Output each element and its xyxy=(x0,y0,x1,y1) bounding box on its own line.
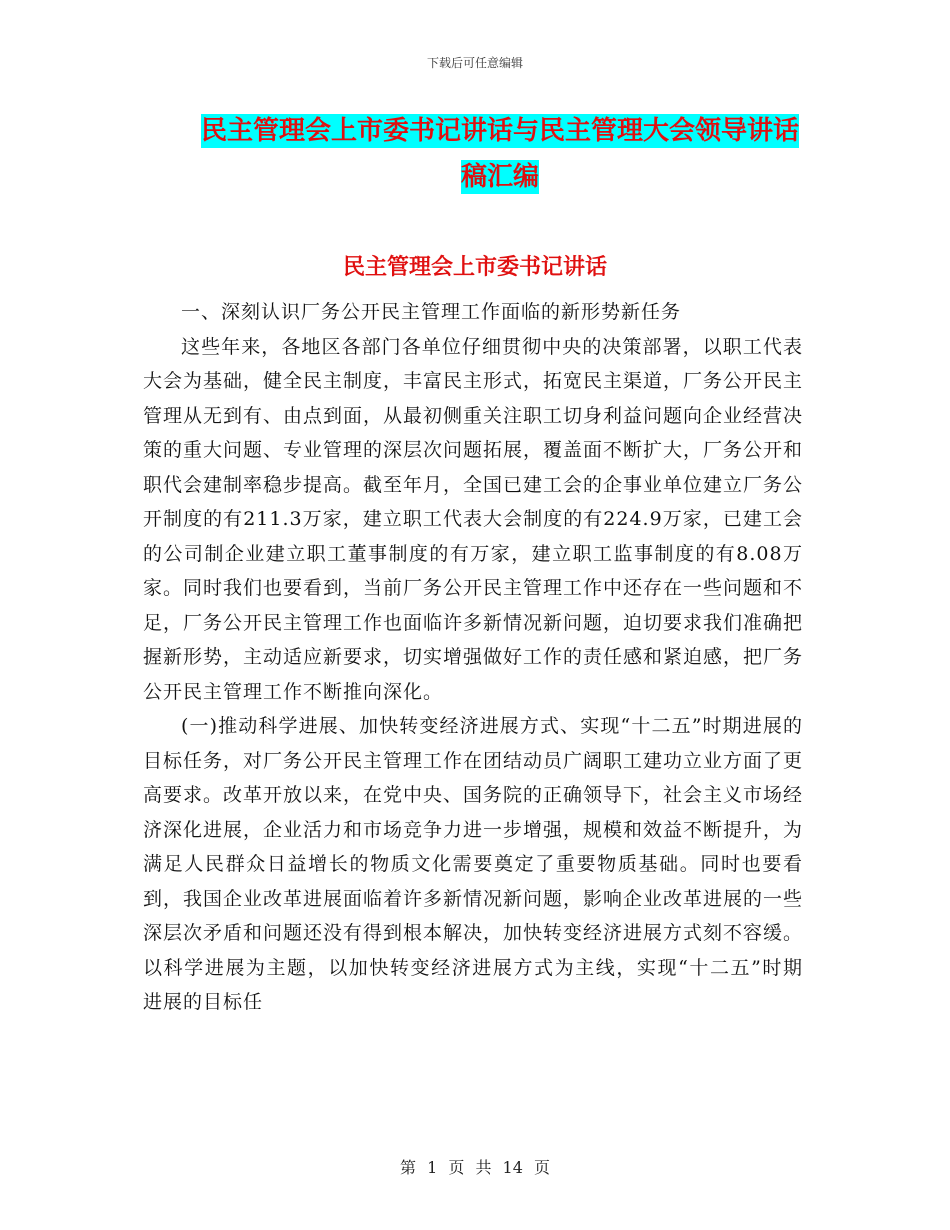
paragraph: (一)推动科学进展、加快转变经济进展方式、实现“十二五”时期进展的目标任务，对厂务公开民主管理工作在团结动员广阔职工建功立业方面了更高要求。改革开放以来，在党中央、国务院的正确领导下，社会主义市场经济深化进展，企业活力和市场竞争力进一步增强，规模和效益不断提升，为满足人民群众日益增长的物质文化需要奠定了重要物质基础。同时也要看到，我国企业改革进展面临着许多新情况新问题，影响企业改革进展的一些深层次矛盾和问题还没有得到根本解决，加快转变经济进展方式刻不容缓。以科学进展为主题，以加快转变经济进展方式为主线，实现“十二五”时期进展的目标任 xyxy=(143,715,804,1013)
section-heading: 一、深刻认识厂务公开民主管理工作面临的新形势新任务 xyxy=(181,301,682,323)
section-title: 民主管理会上市委书记讲话 xyxy=(342,255,607,280)
header-note: 下载后可任意编辑 xyxy=(426,56,523,70)
page-footer: 第 1 页 共 14 页 xyxy=(400,1158,550,1177)
document-title-line-2: 稿汇编 xyxy=(460,162,539,192)
document-title xyxy=(150,108,850,200)
paragraph: 这些年来，各地区各部门各单位仔细贯彻中央的决策部署，以职工代表大会为基础，健全民主制度，丰富民主形式，拓宽民主渠道，厂务公开民主管理从无到有、由点到面，从最初侧重关注职工切身利益问题向企业经营决策的重大问题、专业管理的深层次问题拓展，覆盖面不断扩大，厂务公开和职代会建制率稳步提高。截至年月，全国已建工会的企事业单位建立厂务公开制度的有211.3万家，建立职工代表大会制度的有224.9万家，已建工会的公司制企业建立职工董事制度的有万家，建立职工监事制度的有8.08万家。同时我们也要看到，当前厂务公开民主管理工作中还存在一些问题和不足，厂务公开民主管理工作也面临许多新情况新问题，迫切要求我们准确把握新形势，主动适应新要求，切实增强做好工作的责任感和紧迫感，把厂务公开民主管理工作不断推向深化。 xyxy=(143,335,804,703)
document-body xyxy=(143,295,803,1020)
document-title-line-1: 民主管理会上市委书记讲话与民主管理大会领导讲话 xyxy=(200,116,799,146)
